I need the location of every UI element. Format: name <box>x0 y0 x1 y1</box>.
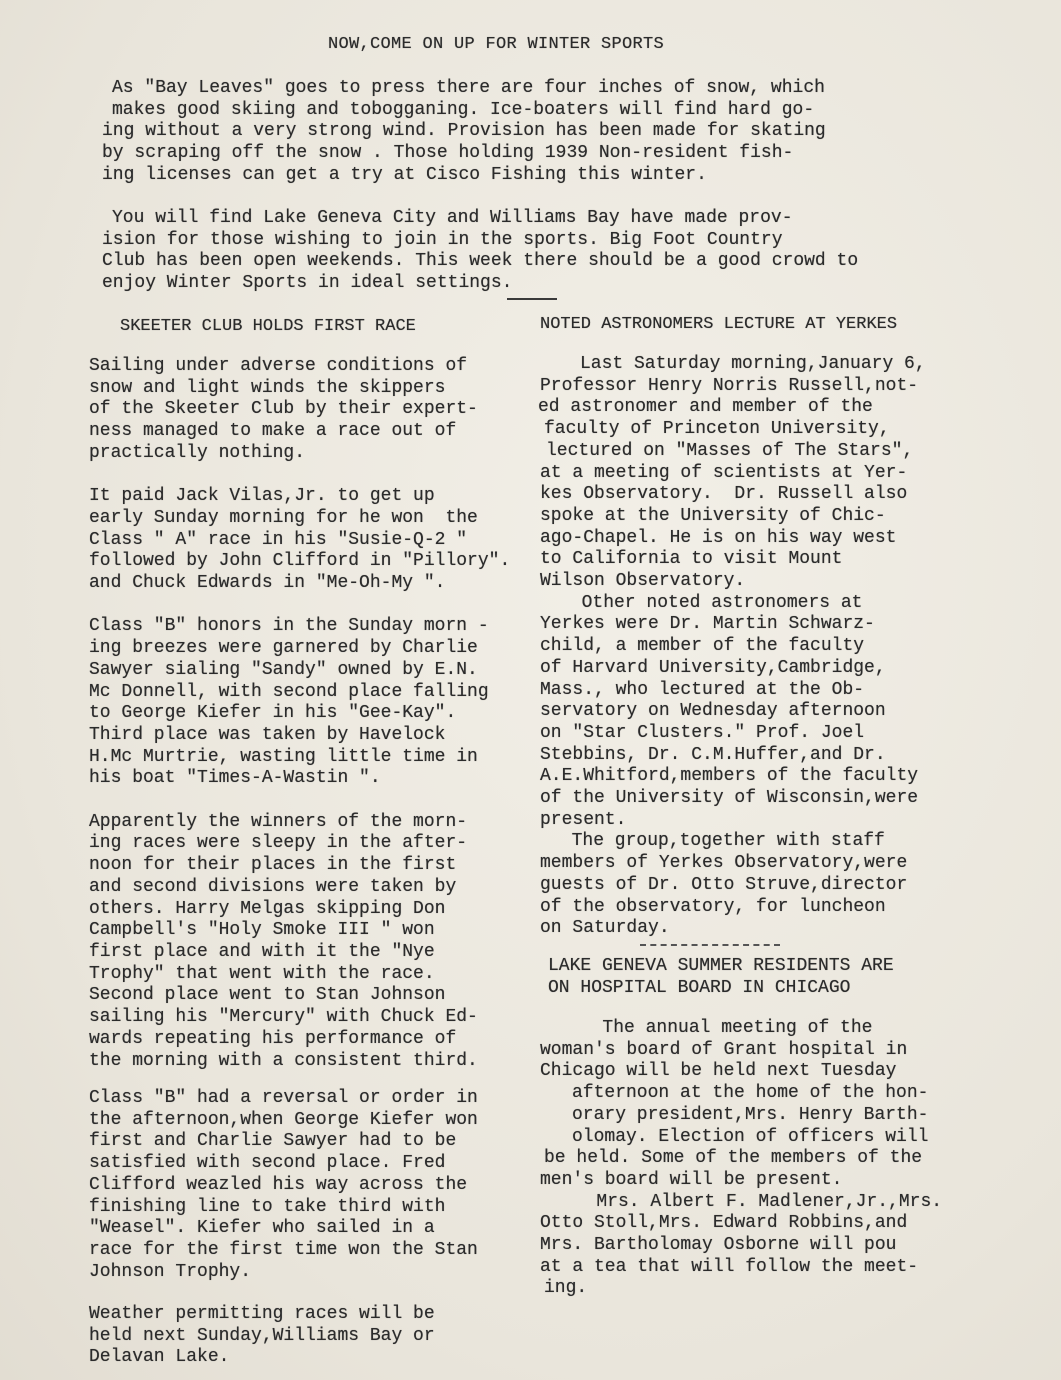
text-line: Second place went to Stan Johnson <box>89 985 446 1006</box>
text-line: The group,together with staff <box>550 831 885 852</box>
text-line: to George Kiefer in his "Gee-Kay". <box>89 703 457 724</box>
text-line: faculty of Princeton University, <box>544 419 890 440</box>
hospital-board-heading <box>548 956 894 999</box>
text-line: Johnson Trophy. <box>89 1261 252 1282</box>
text-line: Apparently the winners of the morn- <box>89 811 468 832</box>
text-line: lectured on "Masses of The Stars", <box>546 440 914 461</box>
text-line: kes Observatory. Dr. Russell also <box>540 484 908 505</box>
text-line: enjoy Winter Sports in ideal settings. <box>102 273 513 294</box>
text-line: Mass., who lectured at the Ob- <box>540 679 865 700</box>
intro-paragraph <box>102 78 826 187</box>
text-line: H.Mc Murtrie, wasting little time in <box>89 746 478 767</box>
text-line: by scraping off the snow . Those holding 1939 Non-resident fish- <box>102 143 794 164</box>
article-divider <box>640 944 780 946</box>
text-line: Class " A" race in his "Susie-Q-2 " <box>89 529 468 550</box>
text-line: servatory on Wednesday afternoon <box>540 701 886 722</box>
text-line: Wilson Observatory. <box>540 571 746 592</box>
text-line: present. <box>540 809 627 830</box>
text-line: The annual meeting of the <box>570 1018 873 1038</box>
text-line: Third place was taken by Havelock <box>89 724 446 745</box>
text-line: of the Skeeter Club by their expert- <box>89 399 478 420</box>
text-line: Delavan Lake. <box>89 1347 230 1368</box>
text-line <box>89 790 510 812</box>
text-line: You will find Lake Geneva City and Williams Bay have made prov- <box>112 208 793 228</box>
text-line: ed astronomer and member of the <box>538 397 873 418</box>
text-line: Sailing under adverse conditions of <box>89 356 468 376</box>
text-line: race for the first time won the Stan <box>89 1239 478 1260</box>
text-line: Class "B" had a reversal or order in <box>89 1088 478 1108</box>
text-line: Mrs. Albert F. Madlener,Jr.,Mrs. <box>564 1191 943 1212</box>
section-divider <box>507 298 557 300</box>
text-line: Last Saturday morning,January 6, <box>580 354 926 374</box>
text-line: orary president,Mrs. Henry Barth- <box>572 1104 929 1125</box>
text-line: Yerkes were Dr. Martin Schwarz- <box>540 614 875 635</box>
page-headline: NOW,COME ON UP FOR WINTER SPORTS <box>328 35 665 54</box>
second-paragraph <box>102 208 859 295</box>
text-line: spoke at the University of Chic- <box>540 505 886 526</box>
text-line: snow and light winds the skippers <box>89 377 446 398</box>
text-line: noon for their places in the first <box>89 855 457 876</box>
text-line: held next Sunday,Williams Bay or <box>89 1325 435 1346</box>
text-line: LAKE GENEVA SUMMER RESIDENTS ARE <box>548 956 894 976</box>
text-line: It paid Jack Vilas,Jr. to get up <box>89 486 435 507</box>
text-line: ing races were sleepy in the after- <box>89 833 468 854</box>
text-line: of the observatory, for luncheon <box>540 896 886 917</box>
text-line: his boat "Times-A-Wastin ". <box>89 768 381 789</box>
text-line: ing licenses can get a try at Cisco Fishing this winter. <box>102 164 707 185</box>
text-line: afternoon at the home of the hon- <box>572 1083 929 1104</box>
text-line: others. Harry Melgas skipping Don <box>89 898 446 919</box>
text-line: first place and with it the "Nye <box>89 941 435 962</box>
text-line: men's board will be present. <box>540 1169 843 1190</box>
text-line: members of Yerkes Observatory,were <box>540 853 908 874</box>
text-line: ing without a very strong wind. Provision has been made for skating <box>102 121 826 142</box>
text-line <box>89 595 510 617</box>
skeeter-club-article-continued <box>89 1088 478 1283</box>
text-line: ing. <box>544 1278 588 1299</box>
text-line: early Sunday morning for he won the <box>89 507 478 528</box>
text-line: Mc Donnell, with second place falling <box>89 681 489 702</box>
text-line: ing breezes were garnered by Charlie <box>89 638 478 659</box>
text-line: Club has been open weekends. This week there should be a good crowd to <box>102 251 859 272</box>
text-line: practically nothing. <box>89 442 306 463</box>
text-line: be held. Some of the members of the <box>544 1148 923 1169</box>
text-line: the afternoon,when George Kiefer won <box>89 1109 478 1130</box>
text-line: of the University of Wisconsin,were <box>540 788 919 809</box>
text-line: and second divisions were taken by <box>89 876 457 897</box>
text-line: olomay. Election of officers will <box>572 1126 929 1147</box>
text-line: to California to visit Mount <box>540 549 843 570</box>
text-line: woman's board of Grant hospital in <box>540 1039 908 1060</box>
text-line: Professor Henry Norris Russell,not- <box>540 375 919 396</box>
text-line: ness managed to make a race out of <box>89 421 457 442</box>
text-line: ago-Chapel. He is on his way west <box>540 527 897 548</box>
text-line: guests of Dr. Otto Struve,director <box>540 874 908 895</box>
text-line: followed by John Clifford in "Pillory". <box>89 551 511 572</box>
text-line: the morning with a consistent third. <box>89 1050 478 1071</box>
text-line: As "Bay Leaves" goes to press there are four inches of snow, which <box>112 78 825 98</box>
text-line: Mrs. Bartholomay Osborne will pou <box>540 1235 897 1256</box>
text-line: and Chuck Edwards in "Me-Oh-My ". <box>89 573 446 594</box>
right-column-heading: NOTED ASTRONOMERS LECTURE AT YERKES <box>540 315 898 334</box>
text-line: ision for those wishing to join in the sports. Big Foot Country <box>102 229 783 250</box>
text-line: satisfied with second place. Fred <box>89 1153 446 1174</box>
text-line: "Weasel". Kiefer who sailed in a <box>89 1218 435 1239</box>
text-line <box>89 465 510 487</box>
text-line: at a meeting of scientists at Yer- <box>540 462 908 483</box>
hospital-board-article <box>540 1018 942 1300</box>
text-line: Weather permitting races will be <box>89 1304 435 1324</box>
text-line: sailing his "Mercury" with Chuck Ed- <box>89 1007 478 1028</box>
text-line: Campbell's "Holy Smoke III " won <box>89 920 435 941</box>
text-line: of Harvard University,Cambridge, <box>540 657 886 678</box>
text-line: Sawyer sialing "Sandy" owned by E.N. <box>89 659 478 680</box>
skeeter-club-article <box>89 356 510 1072</box>
text-line: Stebbins, Dr. C.M.Huffer,and Dr. <box>540 744 886 765</box>
text-line: makes good skiing and tobogganing. Ice-boaters will find hard go- <box>112 99 815 120</box>
text-line: Other noted astronomers at <box>560 592 863 613</box>
text-line: Otto Stoll,Mrs. Edward Robbins,and <box>540 1213 908 1234</box>
text-line: first and Charlie Sawyer had to be <box>89 1131 457 1152</box>
text-line: on "Star Clusters." Prof. Joel <box>540 722 865 743</box>
text-line: Clifford weazled his way across the <box>89 1174 468 1195</box>
text-line: child, a member of the faculty <box>540 636 865 657</box>
text-line: ON HOSPITAL BOARD IN CHICAGO <box>548 977 851 998</box>
text-line: Trophy" that went with the race. <box>89 963 435 984</box>
text-line: on Saturday. <box>540 918 670 939</box>
text-line: wards repeating his performance of <box>89 1028 457 1049</box>
text-line: Class "B" honors in the Sunday morn - <box>89 616 489 637</box>
text-line: at a tea that will follow the meet- <box>540 1256 919 1277</box>
text-line: A.E.Whitford,members of the faculty <box>540 766 919 787</box>
closing-paragraph <box>89 1304 435 1369</box>
text-line: finishing line to take third with <box>89 1196 446 1217</box>
text-line: Chicago will be held next Tuesday <box>540 1061 897 1082</box>
astronomers-article <box>540 354 926 940</box>
left-column-heading: SKEETER CLUB HOLDS FIRST RACE <box>120 317 416 336</box>
